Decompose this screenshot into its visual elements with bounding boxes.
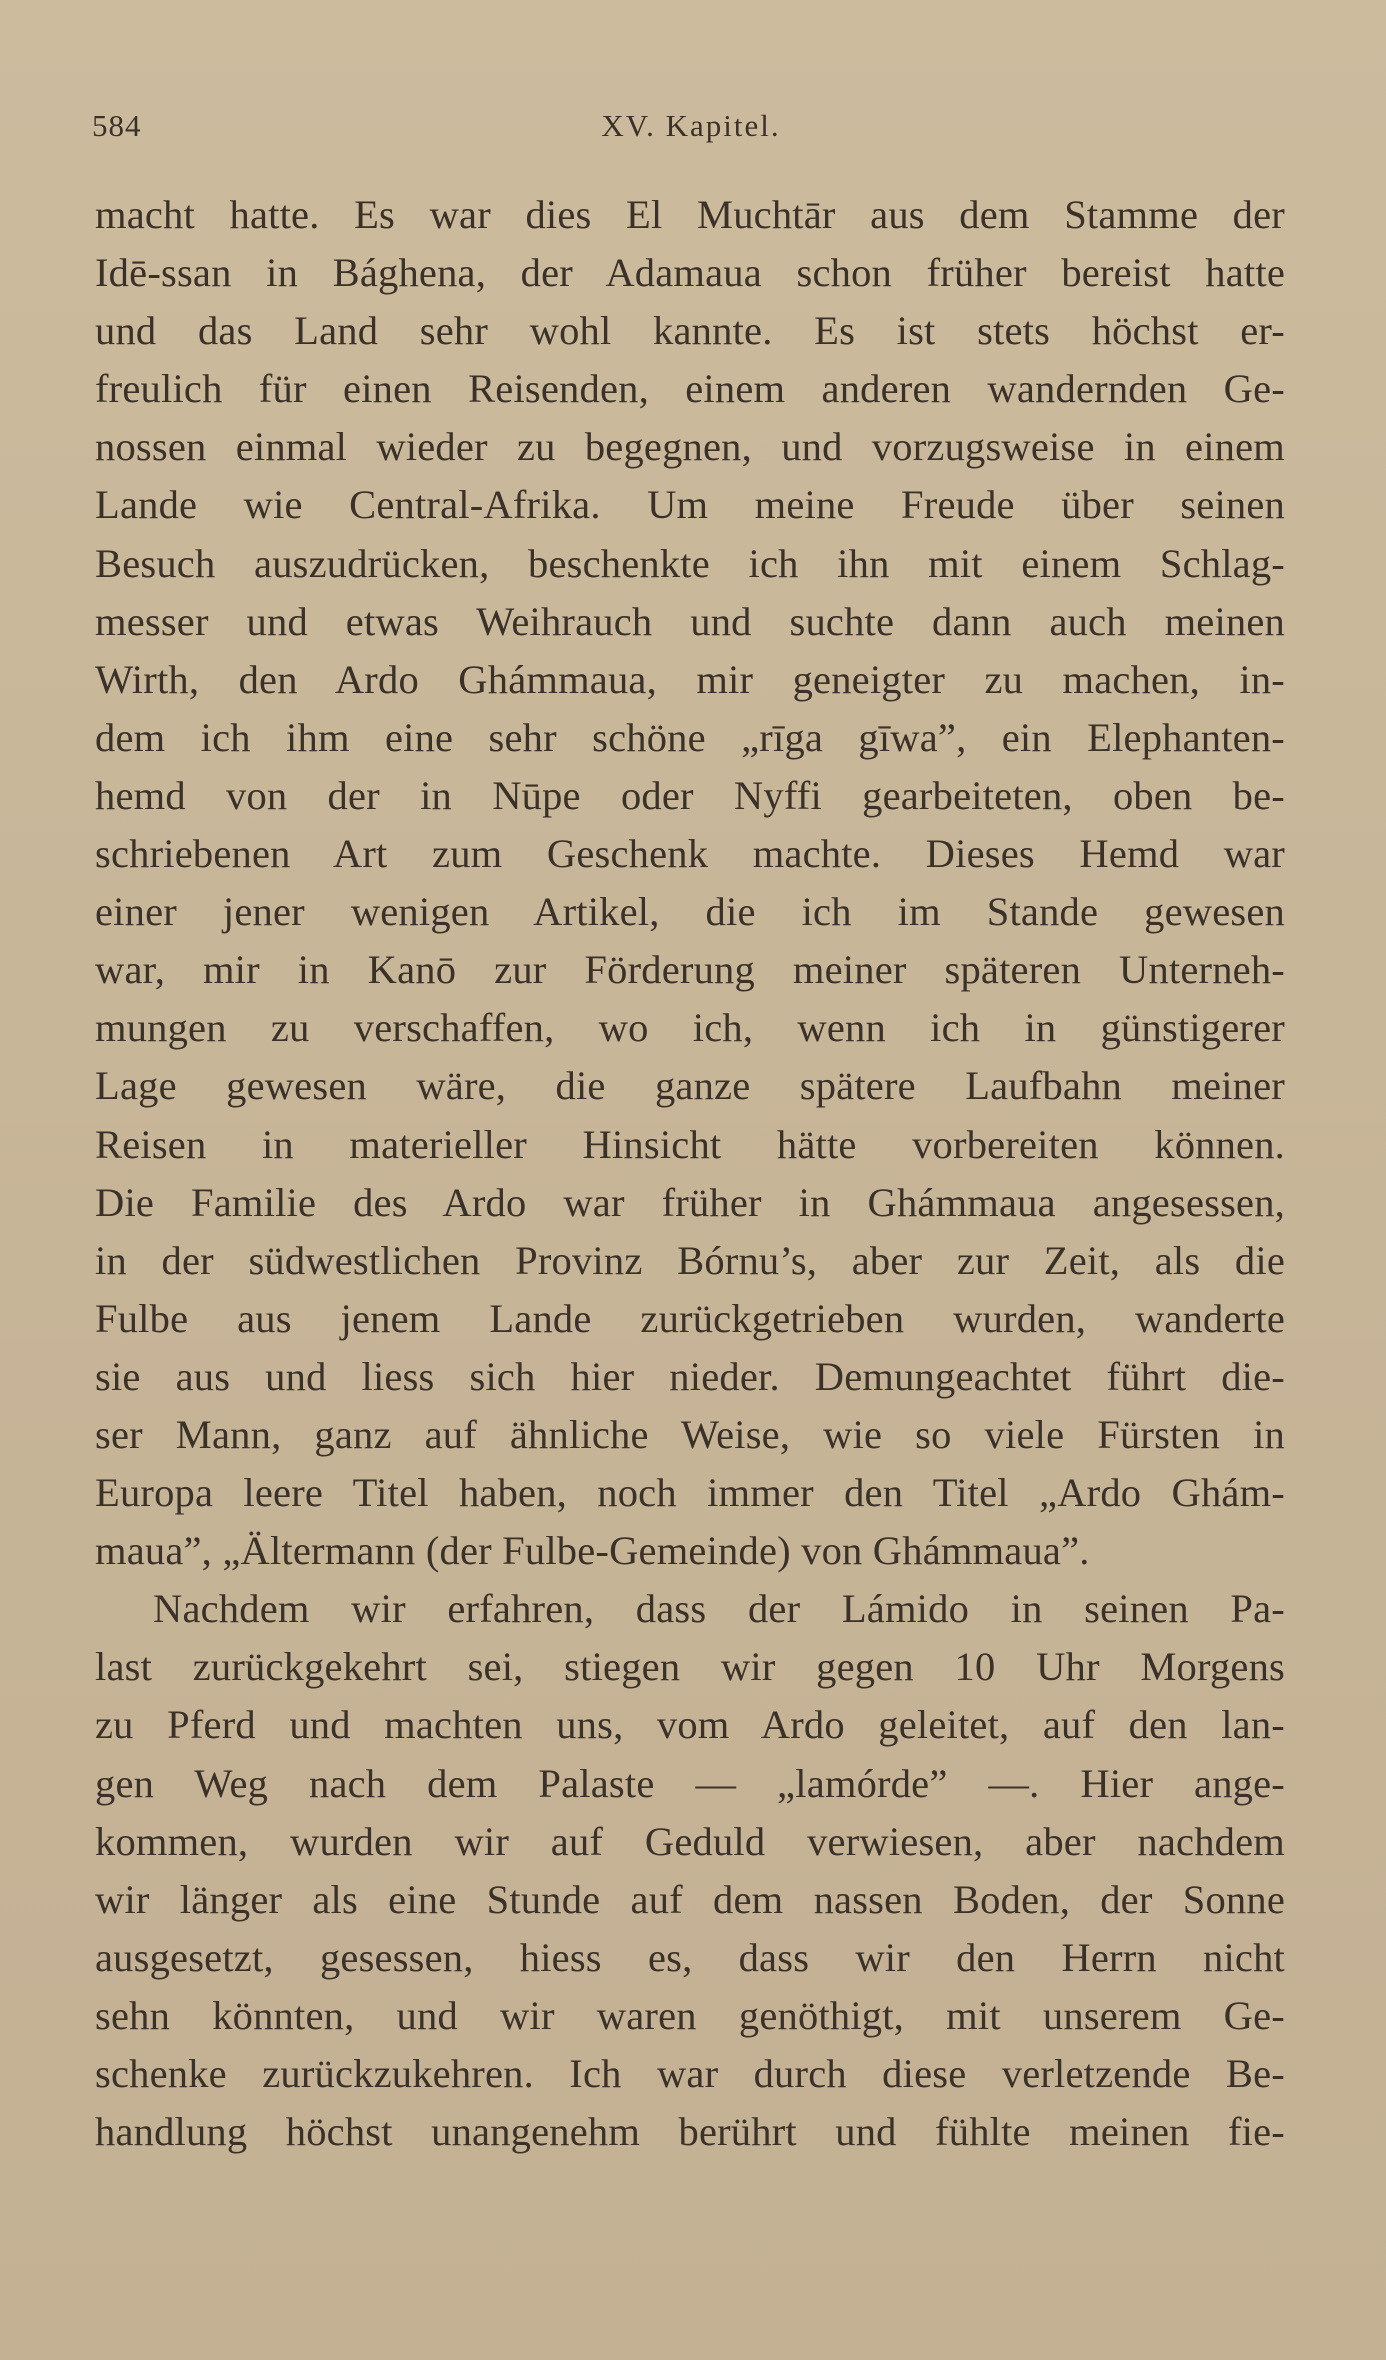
text-line: und das Land sehr wohl kannte. Es ist stets höchst er- xyxy=(95,308,1285,354)
text-line: Besuch auszudrücken, beschenkte ich ihn mit einem Schlag- xyxy=(95,540,1285,586)
text-line: gen Weg nach dem Palaste — „lamórde” —. Hier ange- xyxy=(95,1760,1285,1806)
text-line: maua”, „Ältermann (der Fulbe-Gemeinde) von Ghámmaua”. xyxy=(95,1528,1090,1574)
text-line: Nachdem wir erfahren, dass der Lámido in seinen Pa- xyxy=(153,1586,1285,1632)
text-line: mungen zu verschaffen, wo ich, wenn ich in günstigerer xyxy=(95,1005,1285,1051)
text-line: sehn könnten, und wir waren genöthigt, mit unserem Ge- xyxy=(95,1992,1285,2038)
text-line: nossen einmal wieder zu begegnen, und vorzugsweise in einem xyxy=(95,424,1285,470)
text-line: Idē-ssan in Bághena, der Adamaua schon früher bereist hatte xyxy=(95,250,1285,296)
text-line: Reisen in materieller Hinsicht hätte vorbereiten können. xyxy=(95,1121,1285,1167)
text-line: messer und etwas Weihrauch und suchte dann auch meinen xyxy=(95,598,1285,644)
body-text xyxy=(95,186,1285,2161)
text-line: schriebenen Art zum Geschenk machte. Dieses Hemd war xyxy=(95,831,1285,877)
text-line: einer jener wenigen Artikel, die ich im Stande gewesen xyxy=(95,889,1285,935)
text-line: in der südwestlichen Provinz Bórnu’s, aber zur Zeit, als die xyxy=(95,1237,1285,1283)
text-line: ausgesetzt, gesessen, hiess es, dass wir den Herrn nicht xyxy=(95,1934,1285,1980)
text-line: handlung höchst unangenehm berührt und fühlte meinen fie- xyxy=(95,2109,1285,2155)
text-line: wir länger als eine Stunde auf dem nassen Boden, der Sonne xyxy=(95,1876,1285,1922)
text-line: kommen, wurden wir auf Geduld verwiesen, aber nachdem xyxy=(95,1818,1285,1864)
text-line: Fulbe aus jenem Lande zurückgetrieben wurden, wanderte xyxy=(95,1295,1285,1341)
page-header xyxy=(92,108,1290,154)
text-line: Die Familie des Ardo war früher in Ghámmaua angesessen, xyxy=(95,1179,1285,1225)
text-line: war, mir in Kanō zur Förderung meiner späteren Unterneh- xyxy=(95,947,1285,993)
running-head: XV. Kapitel. xyxy=(601,108,781,143)
text-line: last zurückgekehrt sei, stiegen wir gegen 10 Uhr Morgens xyxy=(95,1644,1285,1690)
text-line: Europa leere Titel haben, noch immer den Titel „Ardo Ghám- xyxy=(95,1470,1285,1516)
text-line: hemd von der in Nūpe oder Nyffi gearbeiteten, oben be- xyxy=(95,772,1285,818)
text-line: Lande wie Central-Afrika. Um meine Freude über seinen xyxy=(95,482,1285,528)
text-line: sie aus und liess sich hier nieder. Demungeachtet führt die- xyxy=(95,1353,1285,1399)
text-line: zu Pferd und machten uns, vom Ardo geleitet, auf den lan- xyxy=(95,1702,1285,1748)
text-line: dem ich ihm eine sehr schöne „rīga gīwa”, ein Elephanten- xyxy=(95,714,1285,760)
text-line: Wirth, den Ardo Ghámmaua, mir geneigter zu machen, in- xyxy=(95,656,1285,702)
text-line: ser Mann, ganz auf ähnliche Weise, wie so viele Fürsten in xyxy=(95,1411,1285,1457)
text-line: Lage gewesen wäre, die ganze spätere Laufbahn meiner xyxy=(95,1063,1285,1109)
text-line: freulich für einen Reisenden, einem anderen wandernden Ge- xyxy=(95,366,1285,412)
page-number: 584 xyxy=(92,108,142,143)
text-line: macht hatte. Es war dies El Muchtār aus dem Stamme der xyxy=(95,192,1285,237)
text-line: schenke zurückzukehren. Ich war durch diese verletzende Be- xyxy=(95,2051,1285,2096)
